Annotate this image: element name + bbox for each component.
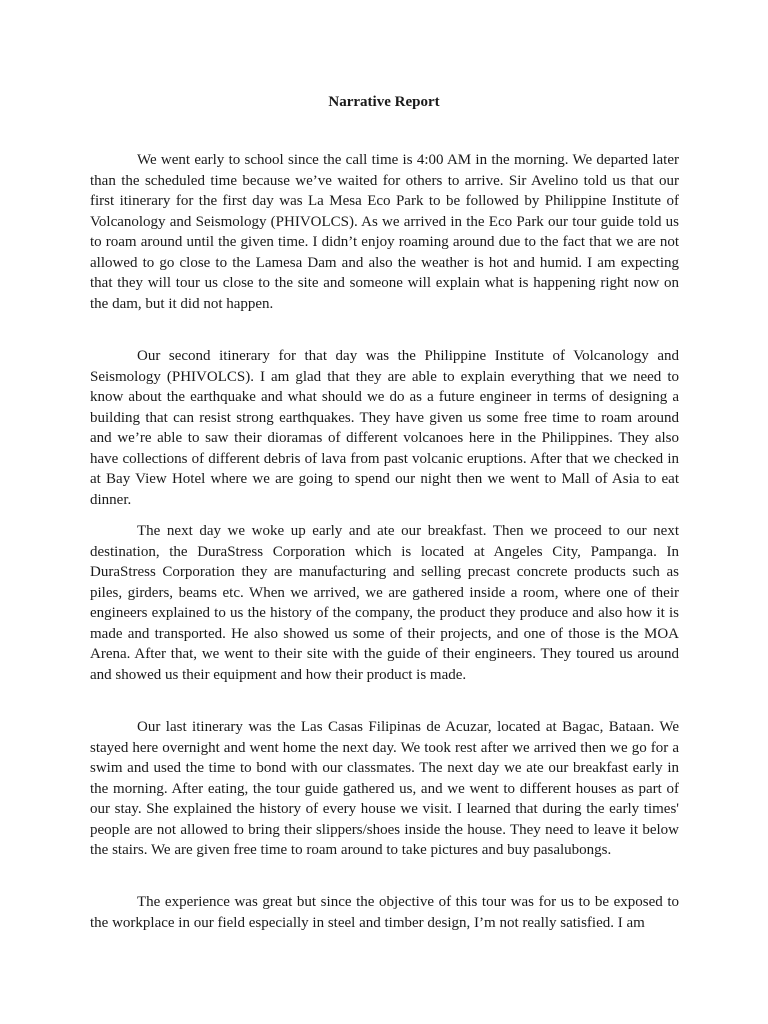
- document-title: Narrative Report: [328, 94, 440, 110]
- paragraph-eco-park: We went early to school since the call time is 4:00 AM in the morning. We departed later than the scheduled time because we’ve waited for others to arrive. Sir Avelino told us that our first itinerary for the first day was La Mesa Eco Park to be followed by Philippine Institute of Volcanology and Seismology (PHIVOLCS). As we arrived in the Eco Park our tour guide told us to roam around until the given time. I didn’t enjoy roaming around due to the fact that we are not allowed to go close to the Lamesa Dam and also the weather is hot and humid. I am expecting that they will tour us close to the site and someone will explain what is happening right now on the dam, but it did not happen.: [90, 152, 679, 312]
- paragraph-durastress: The next day we woke up early and ate our breakfast. Then we proceed to our next destination, the DuraStress Corporation which is located at Angeles City, Pampanga. In DuraStress Corporation they are manufacturing and selling precast concrete products such as piles, girders, beams etc. When we arrived, we are gathered inside a room, where one of their engineers explained to us the history of the company, the product they produce and also how it is made and transported. He also showed us some of their projects, and one of those is the MOA Arena. After that, we went to their site with the guide of their engineers. They toured us around and showed us their equipment and how their product is made.: [90, 523, 679, 683]
- paragraph-experience: The experience was great but since the objective of this tour was for us to be exposed to the workplace in our field especially in steel and timber design, I’m not really satisfied. I am: [90, 894, 679, 931]
- paragraph-las-casas: Our last itinerary was the Las Casas Filipinas de Acuzar, located at Bagac, Bataan. We stayed here overnight and went home the next day. We took rest after we arrived then we go for a swim and used the time to bond with our classmates. The next day we ate our breakfast early in the morning. After eating, the tour guide gathered us, and we went to different houses as part of our stay. She explained the history of every house we visit. I learned that during the early times' people are not allowed to bring their slippers/shoes inside the house. They need to leave it below the stairs. We are given free time to roam around to take pictures and buy pasalubongs.: [90, 719, 679, 858]
- paragraph-phivolcs: Our second itinerary for that day was the Philippine Institute of Volcanology and Seismology (PHIVOLCS). I am glad that they are able to explain everything that we need to know about the earthquake and what should we do as a future engineer in terms of designing a building that can resist strong earthquakes. They have given us some free time to roam around and we’re able to saw their dioramas of different volcanoes here in the Philippines. They also have collections of different debris of lava from past volcanic eruptions. After that we checked in at Bay View Hotel where we are going to spend our night then we went to Mall of Asia to eat dinner.: [90, 348, 679, 508]
